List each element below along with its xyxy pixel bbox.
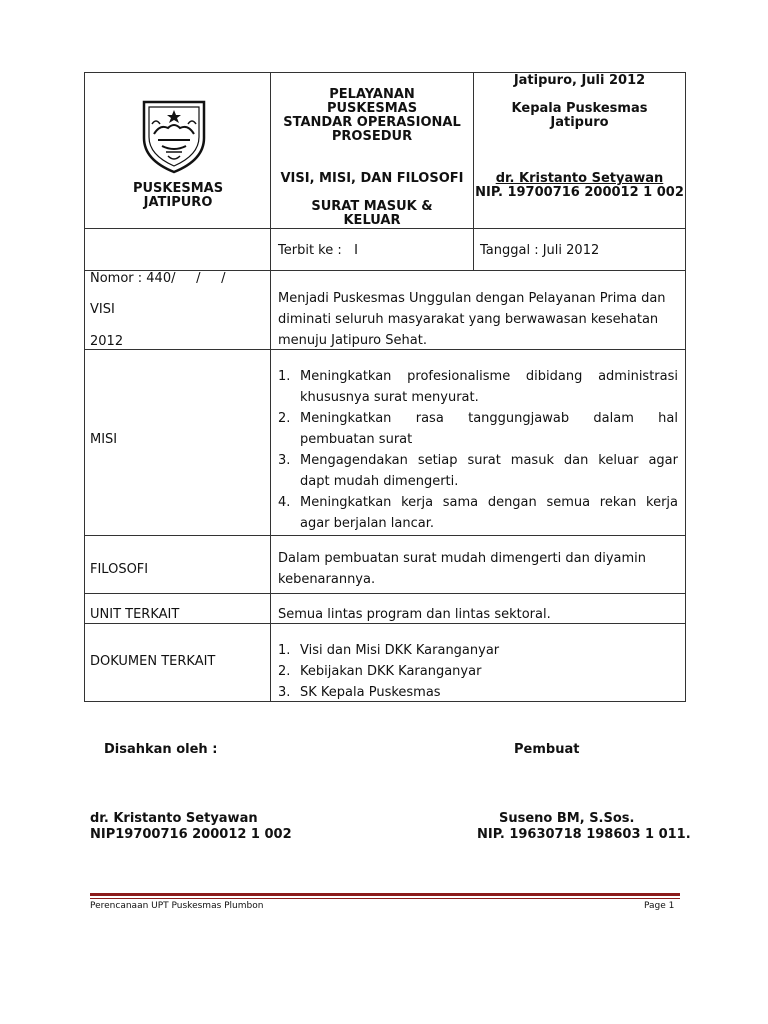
- list-item-text: [300, 366, 678, 408]
- org-name-line1: PUSKESMAS: [132, 181, 224, 196]
- row-line-5: [84, 593, 686, 594]
- list-item-number: 3.: [278, 453, 291, 468]
- list-item-text: SK Kepala Puskesmas: [300, 685, 441, 700]
- list-item-number: 2.: [278, 664, 291, 679]
- filosofi-text: Dalam pembuatan surat mudah dimengerti dan diyamin kebenarannya.: [278, 551, 647, 587]
- head-name: dr. Kristanto Setyawan: [495, 171, 664, 186]
- place-date: Jatipuro, Juli 2012: [513, 73, 646, 88]
- table-border-left: [84, 72, 85, 702]
- title-line1: PELAYANAN: [329, 87, 415, 102]
- list-item: [278, 682, 678, 703]
- row-line-6: [84, 623, 686, 624]
- dokumen-label: DOKUMEN TERKAIT: [90, 654, 216, 669]
- list-item-line2: agar berjalan lancar.: [300, 516, 434, 531]
- list-item-number: 1.: [278, 643, 291, 658]
- right-signature-heading: Pembuat: [514, 742, 580, 757]
- footer-left-text: Perencanaan UPT Puskesmas Plumbon: [90, 901, 264, 911]
- filosofi-label: FILOSOFI: [90, 562, 149, 577]
- list-item-text: [300, 492, 678, 534]
- title-line4: PROSEDUR: [331, 129, 413, 144]
- left-signature-name: dr. Kristanto Setyawan: [90, 811, 258, 826]
- terbit-ke: Terbit ke : I: [278, 243, 358, 258]
- head-title-line1: Kepala Puskesmas: [511, 101, 648, 116]
- nomor-line1: Nomor : 440/ / /: [90, 271, 226, 286]
- org-name: [86, 182, 270, 210]
- left-signature-heading: Disahkan oleh :: [104, 742, 218, 757]
- list-item-number: 1.: [278, 369, 291, 384]
- unit-text: Semua lintas program dan lintas sektoral.: [278, 607, 551, 622]
- visi-text: Menjadi Puskesmas Unggulan dengan Pelayanan Prima dan diminati seluruh masyarakat yang berwawasan kesehatan menuju Jatipuro Sehat.: [278, 291, 666, 348]
- list-item-line1: Meningkatkan rasa tanggungjawab dalam hal: [300, 411, 678, 426]
- misi-list: [278, 366, 678, 534]
- list-item-text: [300, 450, 678, 492]
- document-subject: [271, 172, 473, 228]
- list-item-text: Visi dan Misi DKK Karanganyar: [300, 643, 500, 658]
- header-divider-1: [270, 72, 271, 701]
- unit-label: UNIT TERKAIT: [90, 607, 180, 622]
- document-type-title: [271, 88, 473, 144]
- nomor: [90, 226, 268, 373]
- list-item: [278, 492, 678, 534]
- subject-line2: SURAT MASUK &: [311, 199, 433, 214]
- table-border-right: [685, 72, 686, 702]
- list-item-line2: pembuatan surat: [300, 432, 413, 447]
- list-item-number: 4.: [278, 495, 291, 510]
- list-item: [278, 450, 678, 492]
- list-item-line1: Mengagendakan setiap surat masuk dan keluar agar: [300, 453, 678, 468]
- head-title: [474, 102, 685, 130]
- footer-page-number: Page 1: [644, 901, 675, 911]
- left-signature-nip: NIP19700716 200012 1 002: [90, 827, 292, 842]
- row-line-4: [84, 535, 686, 536]
- nomor-line2: 2012: [90, 334, 124, 349]
- footer-rule: [90, 893, 680, 896]
- list-item: [278, 366, 678, 408]
- list-item: [278, 661, 678, 682]
- dokumen-list: [278, 640, 678, 703]
- subject-line1: VISI, MISI, DAN FILOSOFI: [280, 171, 464, 186]
- logo: [138, 94, 210, 174]
- list-item: [278, 640, 678, 661]
- list-item-number: 2.: [278, 411, 291, 426]
- tanggal: Tanggal : Juli 2012: [480, 243, 600, 258]
- subject-line3: KELUAR: [343, 213, 401, 228]
- right-signature-nip: NIP. 19630718 198603 1 011.: [477, 827, 691, 842]
- title-line3: STANDAR OPERASIONAL: [283, 115, 461, 130]
- list-item-line2: khususnya surat menyurat.: [300, 390, 479, 405]
- list-item-text: [300, 408, 678, 450]
- right-signature-name: Suseno BM, S.Sos.: [499, 811, 635, 826]
- list-item: [278, 408, 678, 450]
- visi-label: VISI: [90, 302, 115, 317]
- emblem-icon: [138, 94, 210, 174]
- list-item-text: Kebijakan DKK Karanganyar: [300, 664, 482, 679]
- list-item-line1: Meningkatkan profesionalisme dibidang administrasi: [300, 369, 678, 384]
- list-item-number: 3.: [278, 685, 291, 700]
- org-name-line2: JATIPURO: [143, 195, 213, 210]
- list-item-line2: dapt mudah dimengerti.: [300, 474, 459, 489]
- head-nip: NIP. 19700716 200012 1 002: [475, 185, 684, 200]
- misi-label: MISI: [90, 432, 118, 447]
- list-item-line1: Meningkatkan kerja sama dengan semua rekan kerja: [300, 495, 678, 510]
- title-line2: PUSKESMAS: [326, 101, 418, 116]
- footer-rule-thin: [90, 898, 680, 899]
- head-title-line2: Jatipuro: [550, 115, 609, 130]
